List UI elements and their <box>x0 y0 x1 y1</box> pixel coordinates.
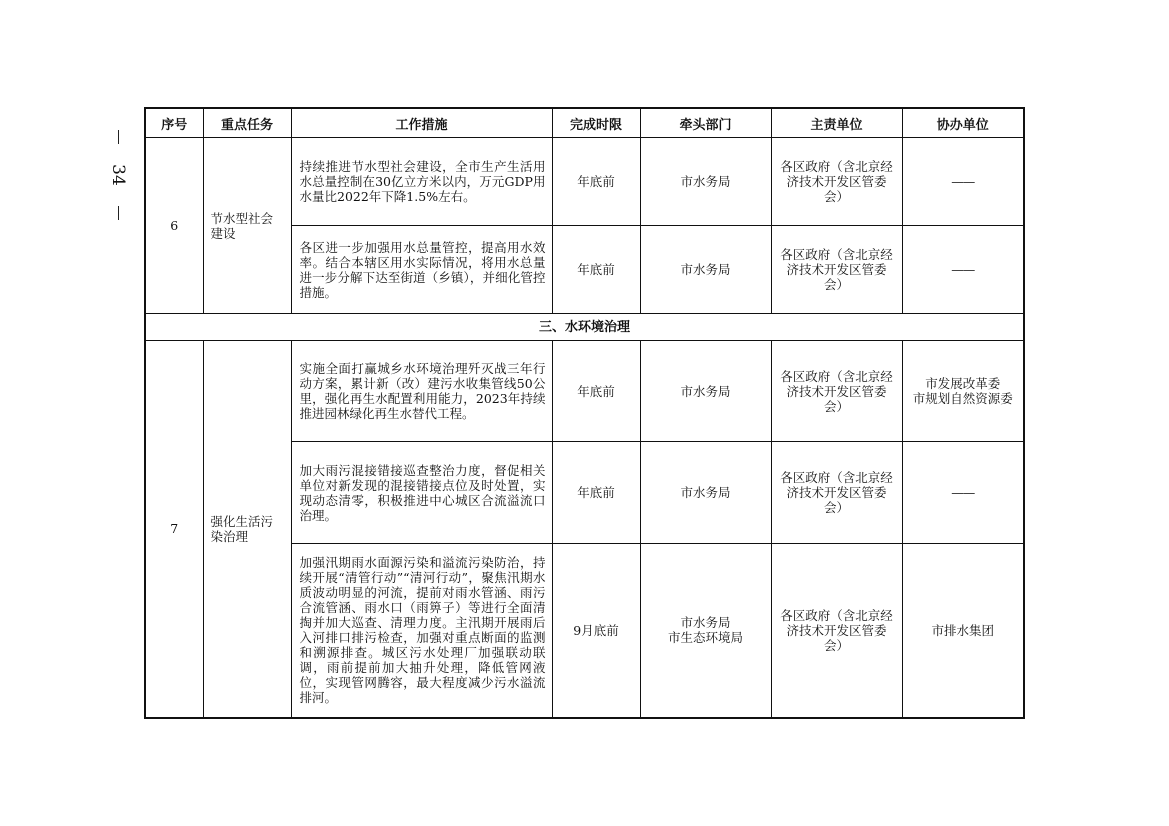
lead-cell: 市水务局 <box>640 442 771 544</box>
measure-cell: 持续推进节水型社会建设，全市生产生活用水总量控制在30亿立方米以内，万元GDP用水量比2022年下降1.5%左右。 <box>291 138 552 226</box>
measure-cell: 实施全面打赢城乡水环境治理歼灭战三年行动方案，累计新（改）建污水收集管线50公里，强化再生水配置利用能力，2023年持续推进园林绿化再生水替代工程。 <box>291 341 552 442</box>
deadline-cell: 9月底前 <box>552 544 640 718</box>
responsible-cell: 各区政府（含北京经济技术开发区管委会） <box>771 442 902 544</box>
lead-cell: 市水务局 市生态环境局 <box>640 544 771 718</box>
seq-cell: 6 <box>145 138 203 314</box>
header-lead: 牵头部门 <box>640 108 771 138</box>
assist-cell: —— <box>902 138 1024 226</box>
table-row <box>145 138 1024 226</box>
lead-cell: 市水务局 <box>640 226 771 314</box>
lead-cell: 市水务局 <box>640 138 771 226</box>
task-cell: 节水型社会建设 <box>203 138 291 314</box>
task-table <box>144 107 1025 719</box>
measure-cell: 各区进一步加强用水总量管控，提高用水效率。结合本辖区用水实际情况，将用水总量进一步分解下达至街道（乡镇），并细化管控措施。 <box>291 226 552 314</box>
measure-cell: 加强汛期雨水面源污染和溢流污染防治，持续开展“清管行动”“清河行动”，聚焦汛期水质波动明显的河流，提前对雨水管涵、雨污合流管涵、雨水口（雨箅子）等进行全面清掏并加大巡查、清理力度。主汛期开展雨后入河排口排污检查，加强对重点断面的监测和溯源排查。城区污水处理厂加强联动联调，雨前提前加大抽升处理，降低管网液位，实现管网腾容，最大程度减少污水溢流排河。 <box>291 544 552 718</box>
header-responsible: 主责单位 <box>771 108 902 138</box>
table-header-row <box>145 108 1024 138</box>
responsible-cell: 各区政府（含北京经济技术开发区管委会） <box>771 544 902 718</box>
header-assist: 协办单位 <box>902 108 1024 138</box>
seq-cell: 7 <box>145 341 203 718</box>
responsible-cell: 各区政府（含北京经济技术开发区管委会） <box>771 138 902 226</box>
section-row <box>145 314 1024 341</box>
page-number-marker <box>105 130 131 220</box>
responsible-cell: 各区政府（含北京经济技术开发区管委会） <box>771 226 902 314</box>
deadline-cell: 年底前 <box>552 138 640 226</box>
lead-cell: 市水务局 <box>640 341 771 442</box>
assist-cell: 市发展改革委 市规划自然资源委 <box>902 341 1024 442</box>
deadline-cell: 年底前 <box>552 442 640 544</box>
header-measure: 工作措施 <box>291 108 552 138</box>
assist-cell: —— <box>902 442 1024 544</box>
section-title: 三、水环境治理 <box>145 314 1024 341</box>
page-number-dash-bottom <box>118 206 119 220</box>
table-row <box>145 341 1024 442</box>
page-number: 34 <box>107 164 128 186</box>
assist-cell: —— <box>902 226 1024 314</box>
page-number-dash-top <box>118 130 119 144</box>
responsible-cell: 各区政府（含北京经济技术开发区管委会） <box>771 341 902 442</box>
deadline-cell: 年底前 <box>552 341 640 442</box>
assist-cell: 市排水集团 <box>902 544 1024 718</box>
task-cell: 强化生活污染治理 <box>203 341 291 718</box>
measure-cell: 加大雨污混接错接巡查整治力度，督促相关单位对新发现的混接错接点位及时处置，实现动态清零，积极推进中心城区合流溢流口治理。 <box>291 442 552 544</box>
header-task: 重点任务 <box>203 108 291 138</box>
header-deadline: 完成时限 <box>552 108 640 138</box>
deadline-cell: 年底前 <box>552 226 640 314</box>
header-seq: 序号 <box>145 108 203 138</box>
